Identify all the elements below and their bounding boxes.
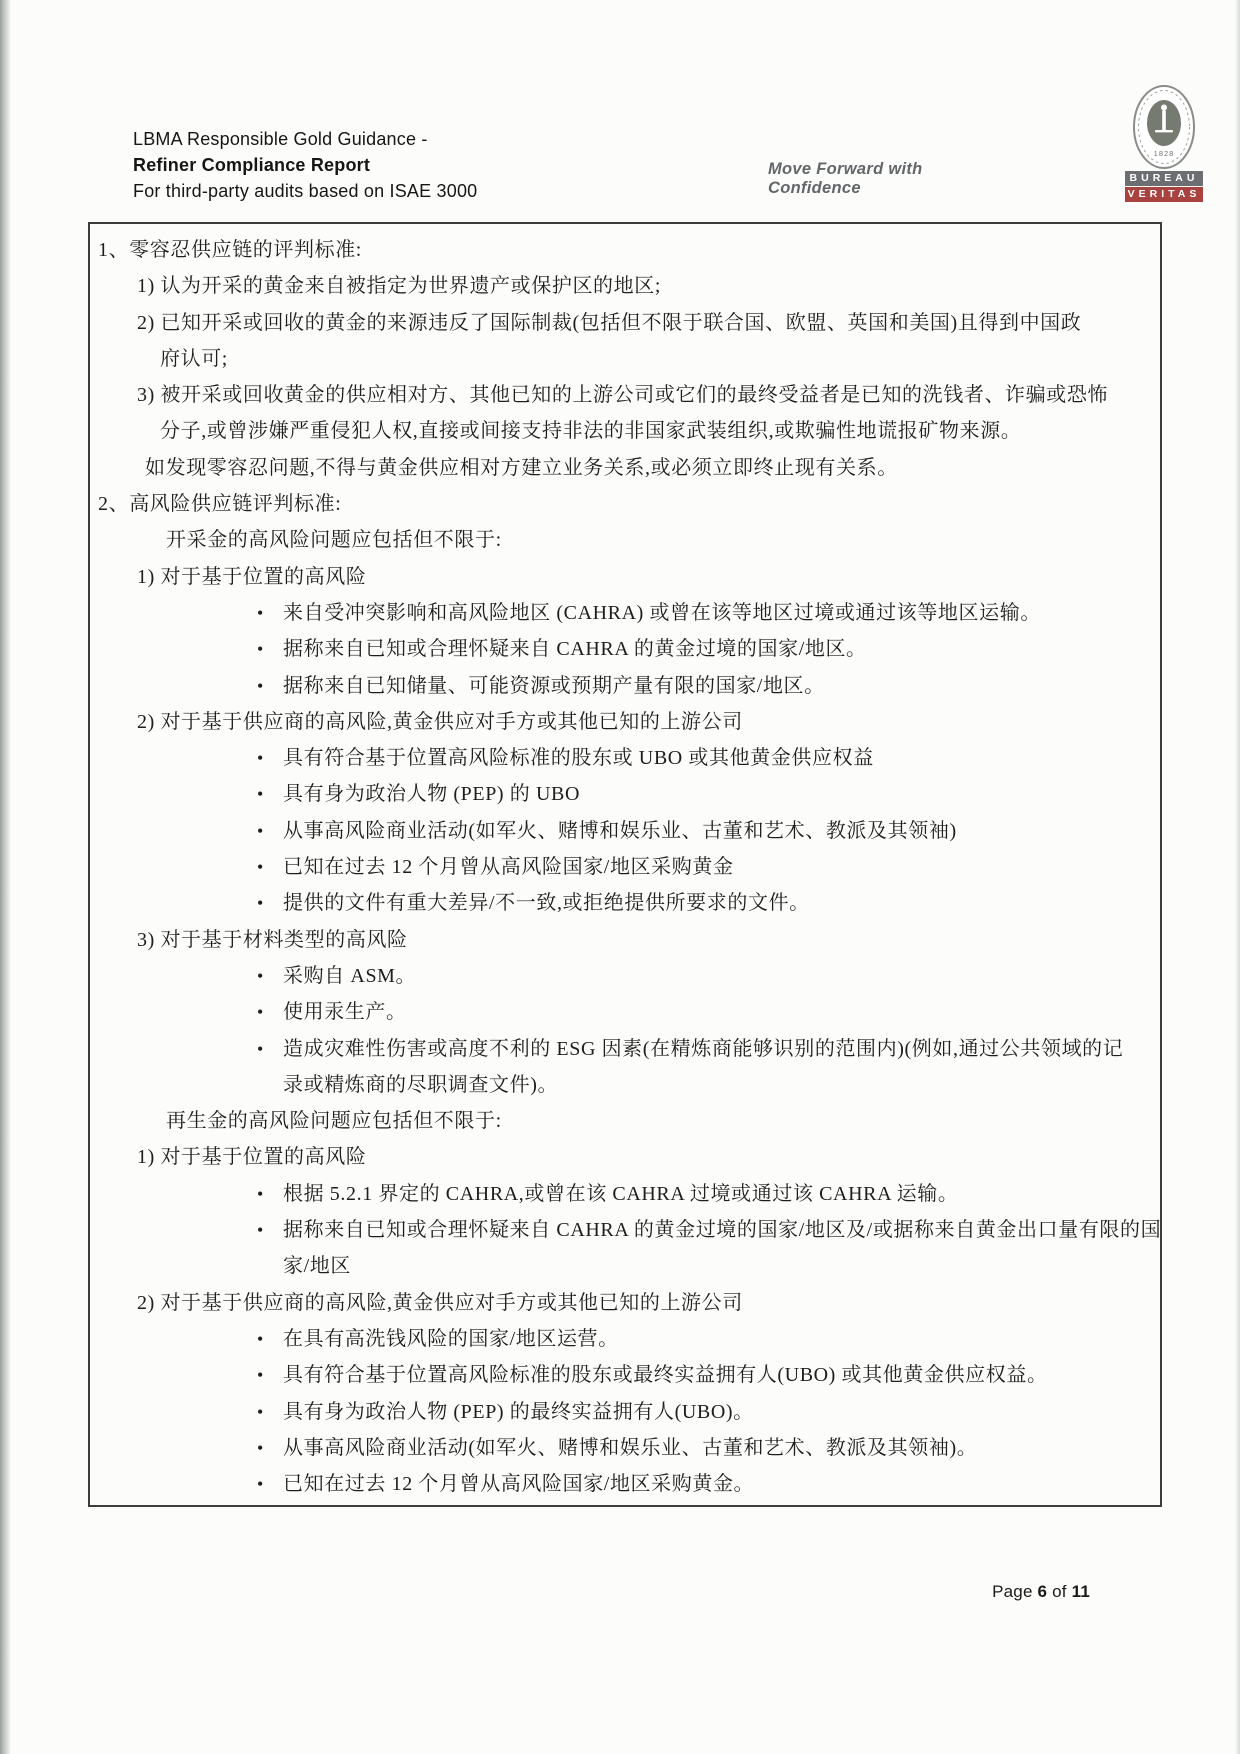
content-line: • 据称来自已知或合理怀疑来自 CAHRA 的黄金过境的国家/地区及/或据称来自黄金出口量有限的国 [90, 1212, 1160, 1248]
content-line: • 据称来自已知储量、可能资源或预期产量有限的国家/地区。 [90, 668, 1160, 704]
report-title-line3: For third-party audits based on ISAE 3000 [133, 181, 478, 201]
logo-word-veritas: VERITAS [1125, 187, 1203, 202]
content-line: • 从事高风险商业活动(如军火、赌博和娱乐业、古董和艺术、教派及其领袖)。 [90, 1430, 1160, 1466]
content-line: 2) 已知开采或回收的黄金的来源违反了国际制裁(包括但不限于联合国、欧盟、英国和美国)且得到中国政 [137, 311, 1082, 334]
report-header [133, 126, 477, 204]
content-line: • 从事高风险商业活动(如军火、赌博和娱乐业、古董和艺术、教派及其领袖) [90, 813, 1160, 849]
content-line: 分子,或曾涉嫌严重侵犯人权,直接或间接支持非法的非国家武装组织,或欺骗性地谎报矿物来源。 [160, 420, 1022, 443]
content-line: • 具有身为政治人物 (PEP) 的最终实益拥有人(UBO)。 [90, 1394, 1160, 1430]
scan-edge-left [0, 0, 11, 1754]
content-line: • 在具有高洗钱风险的国家/地区运营。 [90, 1321, 1160, 1357]
content-line: • 造成灾难性伤害或高度不利的 ESG 因素(在精炼商能够识别的范围内)(例如,通过公共领域的记 [90, 1031, 1160, 1067]
content-line: • 使用汞生产。 [90, 994, 1160, 1030]
content-line: 2) 对于基于供应商的高风险,黄金供应对手方或其他已知的上游公司 [137, 710, 743, 733]
page-total: 11 [1071, 1582, 1090, 1601]
content-line: • 具有身为政治人物 (PEP) 的 UBO [90, 776, 1160, 812]
content-line: 如发现零容忍问题,不得与黄金供应相对方建立业务关系,或必须立即终止现有关系。 [145, 456, 898, 479]
content-line: 开采金的高风险问题应包括但不限于: [166, 529, 502, 552]
content-line: • 来自受冲突影响和高风险地区 (CAHRA) 或曾在该等地区过境或通过该等地区运输。 [90, 595, 1160, 631]
criteria-box [88, 222, 1162, 1507]
page-number: 6 [1037, 1582, 1048, 1601]
content-line: • 根据 5.2.1 界定的 CAHRA,或曾在该 CAHRA 过境或通过该 CAHRA 运输。 [90, 1176, 1160, 1212]
content-line: 1、零容忍供应链的评判标准: [98, 239, 362, 261]
bureau-veritas-logo [1122, 84, 1206, 202]
content-line: • 据称来自已知或合理怀疑来自 CAHRA 的黄金过境的国家/地区。 [90, 631, 1160, 667]
bureau-veritas-emblem-icon [1131, 84, 1197, 170]
content-line: 家/地区 [283, 1255, 351, 1278]
content-line: 2、高风险供应链评判标准: [98, 493, 342, 516]
content-line: • 已知在过去 12 个月曾从高风险国家/地区采购黄金 [90, 849, 1160, 885]
content-line: • 具有符合基于位置高风险标准的股东或 UBO 或其他黄金供应权益 [90, 740, 1160, 776]
content-line: 1) 认为开采的黄金来自被指定为世界遗产或保护区的地区; [137, 275, 662, 298]
svg-text:1828: 1828 [1153, 149, 1175, 158]
scan-edge-right [1235, 0, 1240, 1754]
content-line: 再生金的高风险问题应包括但不限于: [166, 1110, 502, 1133]
content-line: • 采购自 ASM。 [90, 958, 1160, 994]
report-title-line1: LBMA Responsible Gold Guidance - [133, 129, 428, 149]
content-line: 1) 对于基于位置的高风险 [137, 1146, 367, 1169]
brand-tagline: Move Forward with Confidence [768, 160, 923, 197]
criteria-lines [90, 232, 1160, 1502]
content-line: 录或精炼商的尽职调查文件)。 [283, 1073, 559, 1096]
page-label-prefix: Page [992, 1582, 1038, 1601]
logo-word-bureau: BUREAU [1125, 171, 1203, 186]
content-line: • 已知在过去 12 个月曾从高风险国家/地区采购黄金。 [90, 1466, 1160, 1502]
content-line: • 具有符合基于位置高风险标准的股东或最终实益拥有人(UBO) 或其他黄金供应权益。 [90, 1357, 1160, 1393]
content-line: • 提供的文件有重大差异/不一致,或拒绝提供所要求的文件。 [90, 885, 1160, 921]
report-title-line2: Refiner Compliance Report [133, 155, 371, 175]
content-line: 府认可; [160, 347, 228, 370]
content-line: 1) 对于基于位置的高风险 [137, 565, 367, 588]
page-footer [0, 1582, 1090, 1602]
page-label-of: of [1047, 1582, 1072, 1601]
content-line: 2) 对于基于供应商的高风险,黄金供应对手方或其他已知的上游公司 [137, 1291, 743, 1314]
content-line: 3) 被开采或回收黄金的供应相对方、其他已知的上游公司或它们的最终受益者是已知的洗钱者、诈骗或恐怖 [137, 384, 1109, 407]
content-line: 3) 对于基于材料类型的高风险 [137, 928, 408, 951]
